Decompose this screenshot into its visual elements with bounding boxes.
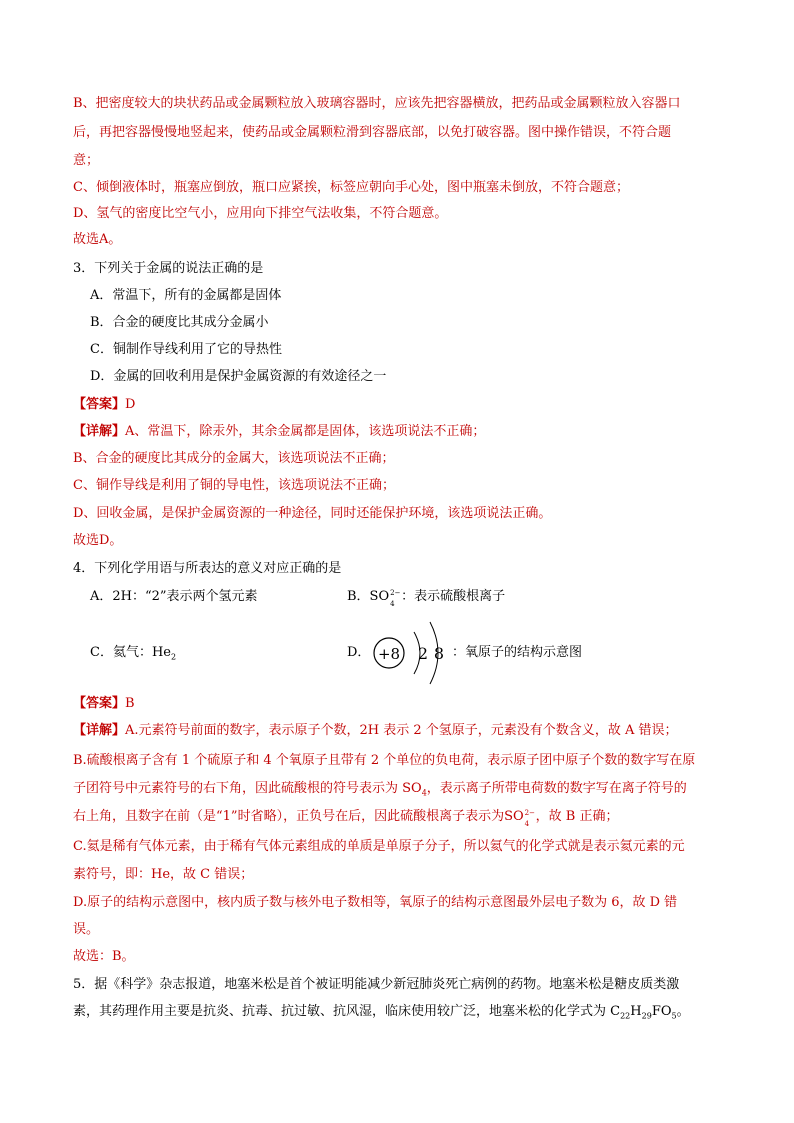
nucleus-charge: +8 bbox=[377, 645, 401, 663]
detail-b2-text: 子团符号中元素符号的右下角，因此硫酸根的符号表示为 SO bbox=[73, 781, 422, 796]
shell-2-electrons: 8 bbox=[433, 644, 445, 663]
answer-value: B bbox=[125, 696, 135, 711]
q3-option-d: D．金属的回收利用是保护金属资源的有效途径之一 bbox=[90, 369, 387, 384]
q4-option-b bbox=[347, 587, 505, 607]
q5-line2-text: 素，其药理作用主要是抗炎、抗毒、抗过敏、抗风湿，临床使用较广泛，地塞米松的化学式为 C bbox=[73, 1004, 621, 1019]
count-subscript: 4 bbox=[390, 600, 395, 608]
count-subscript: 2 bbox=[170, 652, 177, 662]
q5-stem-line1: 5．据《科学》杂志报道，地塞米松是首个被证明能减少新冠肺炎死亡病例的药物。地塞米松是糖皮质类激 bbox=[73, 977, 680, 992]
detail-tag: 【详解】 bbox=[73, 723, 126, 738]
detail-b2-tail: ，表示离子所带电荷数的数字写在离子符号的 bbox=[426, 781, 687, 796]
count-subscript: 4 bbox=[524, 820, 530, 828]
answer-tag: 【答案】 bbox=[73, 696, 126, 711]
q3-option-c: C．铜制作导线利用了它的导热性 bbox=[90, 342, 282, 357]
q5-stem-line2 bbox=[73, 1002, 690, 1022]
q2-detail-b-line3: 意； bbox=[73, 153, 100, 168]
q3-detail-c: C、铜作导线是利用了铜的导电性，该选项说法不正确； bbox=[73, 478, 395, 493]
q3-option-b: B．合金的硬度比其成分金属小 bbox=[90, 315, 269, 330]
sulfate-ion-charge bbox=[524, 807, 536, 827]
detail-tag: 【详解】 bbox=[73, 424, 126, 439]
q4-detail-c2: 素符号，即：He，故 C 错误； bbox=[73, 867, 254, 882]
detail-text: A.元素符号前面的数字，表示原子个数，2H 表示 2 个氢原子，元素没有个数含义，故 A 错误； bbox=[125, 723, 678, 738]
q4-detail-c1: C.氦是稀有气体元素，由于稀有气体元素组成的单质是单原子分子，所以氦气的化学式就是表示氦元素的元 bbox=[73, 839, 685, 854]
shell-1-electrons: 2 bbox=[417, 644, 429, 663]
hydrogen-symbol: H bbox=[630, 1004, 642, 1019]
q4-option-c bbox=[90, 643, 176, 663]
q4-detail-b1: B.硫酸根离子含有 1 个硫原子和 4 个氧原子且带有 2 个单位的负电荷，表示原子团中原子个数的数字写在原 bbox=[73, 753, 696, 768]
answer-value: D bbox=[125, 397, 136, 412]
oxygen-count: 5 bbox=[671, 1011, 677, 1021]
count-subscript: 4 bbox=[421, 788, 427, 798]
option-c-prefix: C．氦气：He bbox=[90, 645, 171, 660]
q3-conclusion: 故选D。 bbox=[73, 533, 123, 548]
q4-answer bbox=[73, 694, 135, 714]
charge-superscript: 2− bbox=[390, 589, 401, 597]
q4-detail-d2: 误。 bbox=[73, 922, 100, 937]
hydrogen-count: 29 bbox=[641, 1011, 652, 1021]
q3-option-a: A．常温下，所有的金属都是固体 bbox=[90, 288, 282, 303]
detail-b3-tail: ，故 B 正确； bbox=[535, 809, 619, 824]
q4-detail-b2 bbox=[73, 779, 687, 799]
q2-detail-d: D、氢气的密度比空气小，应用向下排空气法收集，不符合题意。 bbox=[73, 206, 448, 221]
charge-superscript: 2− bbox=[524, 809, 535, 817]
q3-detail-b: B、合金的硬度比其成分的金属大，该选项说法不正确； bbox=[73, 451, 395, 466]
q4-stem: 4．下列化学用语与所表达的意义对应正确的是 bbox=[73, 561, 342, 576]
q2-detail-c: C、倾倒液体时，瓶塞应倒放，瓶口应紧挨，标签应朝向手心处，图中瓶塞未倒放，不符合题意； bbox=[73, 180, 629, 195]
q4-detail-a bbox=[73, 721, 677, 741]
q4-detail-b3 bbox=[73, 807, 618, 827]
q4-option-d-suffix: ：氧原子的结构示意图 bbox=[452, 645, 583, 660]
option-b-prefix: B．SO bbox=[347, 589, 390, 604]
fluorine-oxygen-symbols: FO bbox=[651, 1004, 672, 1019]
carbon-count: 22 bbox=[620, 1011, 631, 1021]
q5-line2-end: 。 bbox=[676, 1004, 690, 1019]
q2-conclusion: 故选A。 bbox=[73, 232, 122, 247]
q3-detail-d: D、回收金属，是保护金属资源的一种途径，同时还能保护环境，该选项说法正确。 bbox=[73, 506, 552, 521]
q4-option-a: A．2H：“2”表示两个氢元素 bbox=[90, 589, 258, 604]
q4-conclusion: 故选：B。 bbox=[73, 949, 135, 964]
q4-option-d: D． bbox=[347, 645, 371, 660]
q3-detail-a bbox=[73, 422, 485, 442]
q2-detail-b-line1: B、把密度较大的块状药品或金属颗粒放入玻璃容器时，应该先把容器横放，把药品或金属颗粒放入容器口 bbox=[73, 96, 681, 111]
atom-structure-diagram bbox=[370, 615, 456, 691]
answer-tag: 【答案】 bbox=[73, 397, 126, 412]
q4-detail-d1: D.原子的结构示意图中，核内质子数与核外电子数相等，氧原子的结构示意图最外层电子数为 6，故 D 错 bbox=[73, 895, 678, 910]
detail-b3-text: 右上角，且数字在前（是“1”时省略），正负号在后，因此硫酸根离子表示为SO bbox=[73, 809, 524, 824]
option-b-suffix: ：表示硫酸根离子 bbox=[401, 589, 506, 604]
detail-text: A、常温下，除汞外，其余金属都是固体，该选项说法不正确； bbox=[125, 424, 486, 439]
sulfate-ion-charge bbox=[389, 587, 401, 607]
q3-answer bbox=[73, 395, 135, 415]
q2-detail-b-line2: 后，再把容器慢慢地竖起来，使药品或金属颗粒滑到容器底部，以免打破容器。图中操作错误，不符合题 bbox=[73, 125, 672, 140]
q3-stem: 3．下列关于金属的说法正确的是 bbox=[73, 261, 264, 276]
